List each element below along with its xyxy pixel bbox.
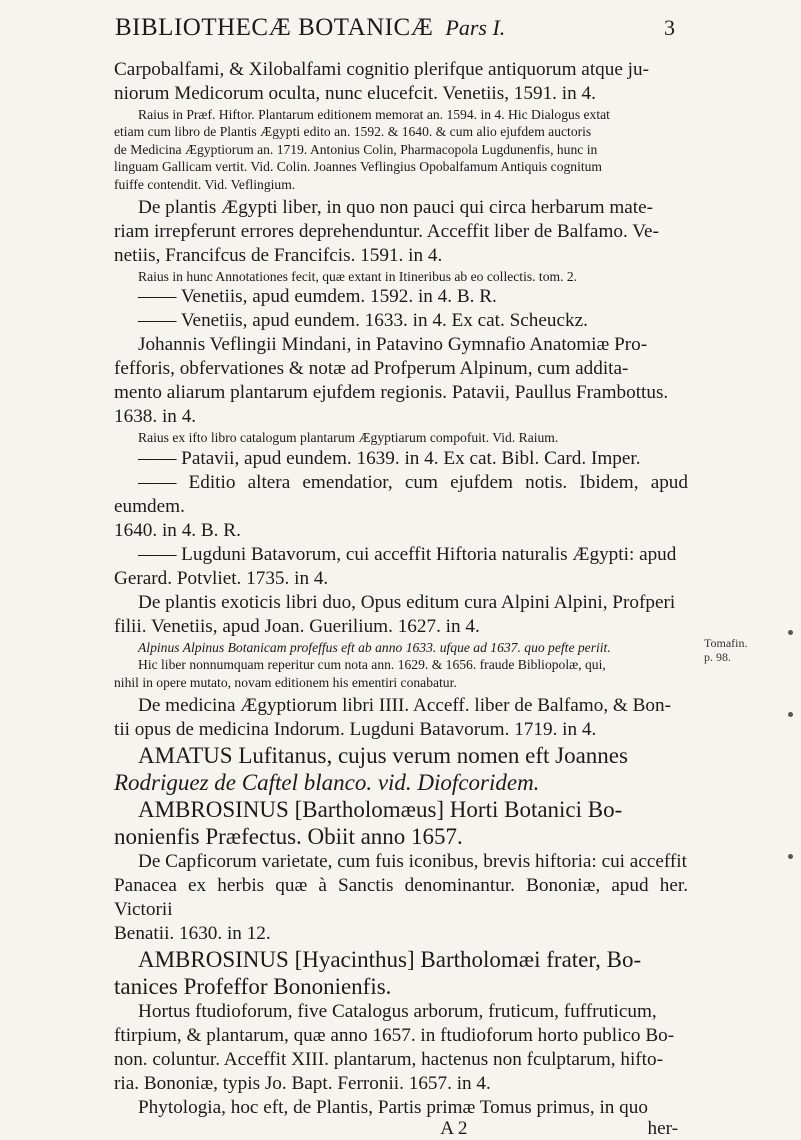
text-line: AMATUS Lufitanus, cujus verum nomen eft Joannes bbox=[138, 743, 628, 769]
text-line: —— Patavii, apud eundem. 1639. in 4. Ex cat. Bibl. Card. Imper. bbox=[138, 447, 641, 469]
text-line: De Capficorum varietate, cum fuis iconibus, brevis hiftoria: cui acceffit bbox=[138, 851, 687, 873]
text-line: Hic liber nonnumquam reperitur cum nota ann. 1629. & 1656. fraude Bibliopolæ, qui, bbox=[138, 657, 606, 673]
header-title-group bbox=[115, 14, 505, 42]
text-line: non. coluntur. Acceffit XIII. plantarum, hactenus non fculptarum, hifto- bbox=[114, 1049, 663, 1071]
text-line: nihil in opere mutato, novam editionem his ementiri conabatur. bbox=[114, 674, 457, 690]
margin-note-line: p. 98. bbox=[704, 650, 731, 664]
text-line: Panacea ex herbis quæ à Sanctis denominantur. Bononiæ, apud her. Victorii bbox=[114, 875, 688, 921]
page-number: 3 bbox=[664, 15, 675, 40]
signature-mark: A 2 bbox=[440, 1118, 468, 1140]
running-header bbox=[115, 14, 675, 42]
text-line: Raius ex ifto libro catalogum plantarum Ægyptiarum compofuit. Vid. Raium. bbox=[138, 430, 559, 446]
text-line: niorum Medicorum oculta, nunc elucefcit. Venetiis, 1591. in 4. bbox=[114, 83, 596, 104]
text-line: linguam Gallicam vertit. Vid. Colin. Joannes Veflingius Opobalfamum Antiquis cognitum bbox=[114, 159, 603, 175]
text-line: Rodriguez de Caftel blanco. vid. Diofcoridem. bbox=[114, 770, 540, 796]
text-line: de Medicina Ægyptiorum an. 1719. Antonius Colin, Pharmacopola Lugdunenfis, hunc in bbox=[114, 141, 598, 157]
text-line: Raius in Præf. Hiftor. Plantarum editionem memorat an. 1594. in 4. Hic Dialogus extat bbox=[138, 107, 610, 122]
page-body bbox=[114, 58, 688, 1140]
text-line: Gerard. Potvliet. 1735. in 4. bbox=[114, 567, 329, 589]
header-part: Pars I. bbox=[445, 15, 506, 40]
text-line: netiis, Francifcus de Francifcis. 1591. in 4. bbox=[114, 245, 443, 267]
bleed-mark bbox=[788, 712, 793, 717]
text-line: Benatii. 1630. in 12. bbox=[114, 923, 271, 945]
header-title: BIBLIOTHECÆ BOTANICÆ bbox=[115, 14, 434, 41]
text-line: —— Editio altera emendatior, cum ejufdem notis. Ibidem, apud eumdem. bbox=[114, 471, 688, 517]
text-line: riam irrepferunt errores deprehenduntur. Acceffit liber de Balfamo. Ve- bbox=[114, 221, 659, 243]
text-line: —— Venetiis, apud eumdem. 1592. in 4. B. R. bbox=[138, 286, 497, 308]
text-line: ria. Bononiæ, typis Jo. Bapt. Ferronii. 1657. in 4. bbox=[114, 1073, 491, 1095]
text-line: Alpinus Alpinus Botanicam profeffus eft ab anno 1633. ufque ad 1637. quo pefte periit. bbox=[138, 639, 611, 655]
text-line: De plantis Ægypti liber, in quo non pauci qui circa herbarum mate- bbox=[138, 197, 654, 219]
text-line: Phytologia, hoc eft, de Plantis, Partis primæ Tomus primus, in quo bbox=[138, 1097, 648, 1119]
margin-note bbox=[704, 636, 774, 664]
text-line: tii opus de medicina Indorum. Lugduni Batavorum. 1719. in 4. bbox=[114, 719, 597, 741]
text-line: De plantis exoticis libri duo, Opus editum cura Alpini Alpini, Profperi bbox=[138, 591, 676, 613]
text-line: AMBROSINUS [Bartholomæus] Horti Botanici Bo- bbox=[138, 797, 623, 823]
catchword: her- bbox=[647, 1118, 678, 1140]
text-line: nonienfis Præfectus. Obiit anno 1657. bbox=[114, 824, 463, 850]
text-line: ftirpium, & plantarum, quæ anno 1657. in ftudioforum horto publico Bo- bbox=[114, 1025, 675, 1047]
text-line: 1640. in 4. B. R. bbox=[114, 519, 241, 541]
text-line: Carpobalfami, & Xilobalfami cognitio plerifque antiquorum atque ju- bbox=[114, 59, 649, 80]
text-line: fuiffe contendit. Vid. Veflingium. bbox=[114, 176, 296, 192]
page-footer bbox=[114, 1118, 688, 1140]
text-line: AMBROSINUS [Hyacinthus] Bartholomæi frater, Bo- bbox=[138, 947, 642, 973]
text-line: Hortus ftudioforum, five Catalogus arborum, fruticum, fuffruticum, bbox=[138, 1001, 657, 1023]
text-line: fefforis, obfervationes & notæ ad Profperum Alpinum, cum addita- bbox=[114, 358, 629, 380]
text-line: Raius in hunc Annotationes fecit, quæ extant in Itineribus ab eo collectis. tom. 2. bbox=[138, 269, 578, 285]
text-line: —— Venetiis, apud eundem. 1633. in 4. Ex cat. Scheuckz. bbox=[138, 310, 588, 332]
text-line: —— Lugduni Batavorum, cui acceffit Hiftoria naturalis Ægypti: apud bbox=[138, 543, 677, 565]
text-line: etiam cum libro de Plantis Ægypti edito an. 1592. & 1640. & cum alio ejufdem auctoris bbox=[114, 124, 592, 140]
bleed-mark bbox=[788, 854, 793, 859]
bleed-mark bbox=[788, 630, 793, 635]
text-line: Johannis Veflingii Mindani, in Patavino Gymnafio Anatomiæ Pro- bbox=[138, 334, 648, 356]
margin-note-line: Tomafin. bbox=[704, 636, 748, 650]
text-line: tanices Profeffor Bononienfis. bbox=[114, 974, 392, 1000]
text-line: mento aliarum plantarum ejufdem regionis. Patavii, Paullus Frambottus. bbox=[114, 382, 669, 404]
text-line: De medicina Ægyptiorum libri IIII. Acceff. liber de Balfamo, & Bon- bbox=[138, 695, 672, 717]
text-line: filii. Venetiis, apud Joan. Guerilium. 1627. in 4. bbox=[114, 615, 480, 637]
text-line: 1638. in 4. bbox=[114, 406, 197, 428]
